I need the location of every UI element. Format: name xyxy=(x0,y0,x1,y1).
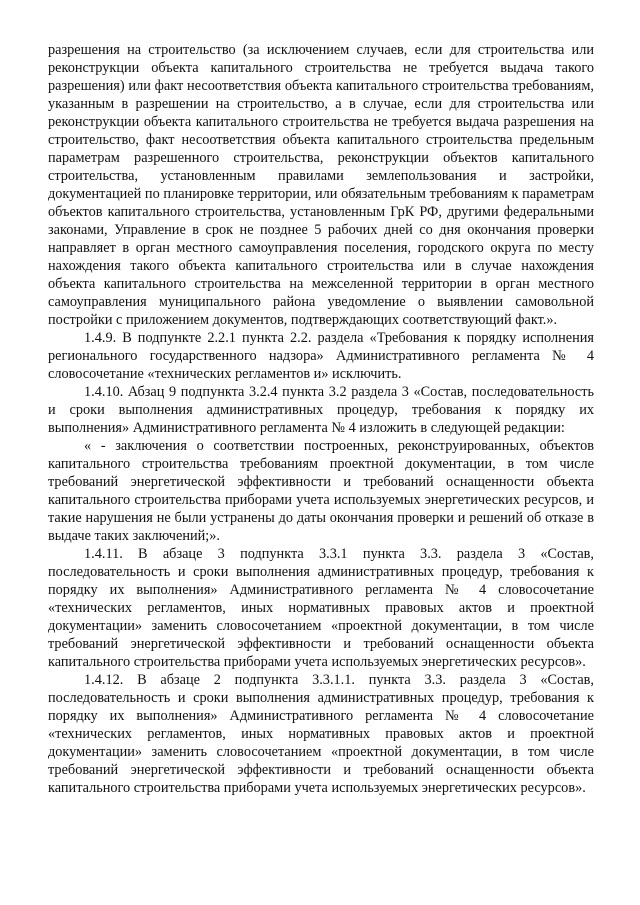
paragraph-1-4-12: 1.4.12. В абзаце 2 подпункта 3.3.1.1. пункта 3.3. раздела 3 «Состав, последовательность и сроки выполнения административных процедур, требования к порядку их выполнения» Административного регламента № 4 словосочетание «технических регламентов, иных нормативных правовых актов и проектной документации» заменить словосочетанием «проектной документации, в том числе требований энергетической эффективности и требований оснащенности объекта капитального строительства приборами учета используемых энергетических ресурсов». xyxy=(48,672,594,796)
paragraph-1-4-10: 1.4.10. Абзац 9 подпункта 3.2.4 пункта 3.2 раздела 3 «Состав, последовательность и сроки выполнения административных процедур, требования к порядку их выполнения» Административного регламента № 4 изложить в следующей редакции: xyxy=(48,384,594,436)
document-page xyxy=(48,41,594,797)
paragraph-1-4-11: 1.4.11. В абзаце 3 подпункта 3.3.1 пункта 3.3. раздела 3 «Состав, последовательность и сроки выполнения административных процедур, требования к порядку их выполнения» Административного регламента № 4 словосочетание «технических регламентов, иных нормативных правовых актов и проектной документации» заменить словосочетанием «проектной документации, в том числе требований энергетической эффективности и требований оснащенности объекта капитального строительства приборами учета используемых энергетических ресурсов». xyxy=(48,546,594,670)
paragraph-continuation: разрешения на строительство (за исключением случаев, если для строительства или реконструкции объекта капитального строительства не требуется выдача такого разрешения) или факт несоответствия объекта капитального строительства требованиям, указанным в разрешении на строительство, а в случае, если для строительства или реконструкции объекта капитального строительства не требуется выдача разрешения на строительство, факт несоответствия объекта капитального строительства предельным параметрам разрешенного строительства, реконструкции объектов капитального строительства, установленным правилами землепользования и застройки, документацией по планировке территории, или обязательным требованиям к параметрам объектов капитального строительства, установленным ГрК РФ, другими федеральными законами, Управление в срок не позднее 5 рабочих дней со дня окончания проверки направляет в орган местного самоуправления поселения, городского округа по месту нахождения такого объекта капитального строительства или в случае нахождения объекта капитального строительства на межселенной территории в орган местного самоуправления муниципального района уведомление о выявлении самовольной постройки с приложением документов, подтверждающих соответствующий факт.». xyxy=(48,42,594,328)
paragraph-quoted-text: « - заключения о соответствии построенных, реконструированных, объектов капитального строительства требованиям проектной документации, в том числе требований энергетической эффективности и требований оснащенности объекта капитального строительства приборами учета используемых энергетических ресурсов, и такие нарушения не были устранены до даты окончания проверки и решений об отказе в выдаче таких заключений;». xyxy=(48,438,594,544)
paragraph-1-4-9: 1.4.9. В подпункте 2.2.1 пункта 2.2. раздела «Требования к порядку исполнения регионального государственного надзора» Административного регламента № 4 словосочетание «технических регламентов и» исключить. xyxy=(48,330,594,382)
